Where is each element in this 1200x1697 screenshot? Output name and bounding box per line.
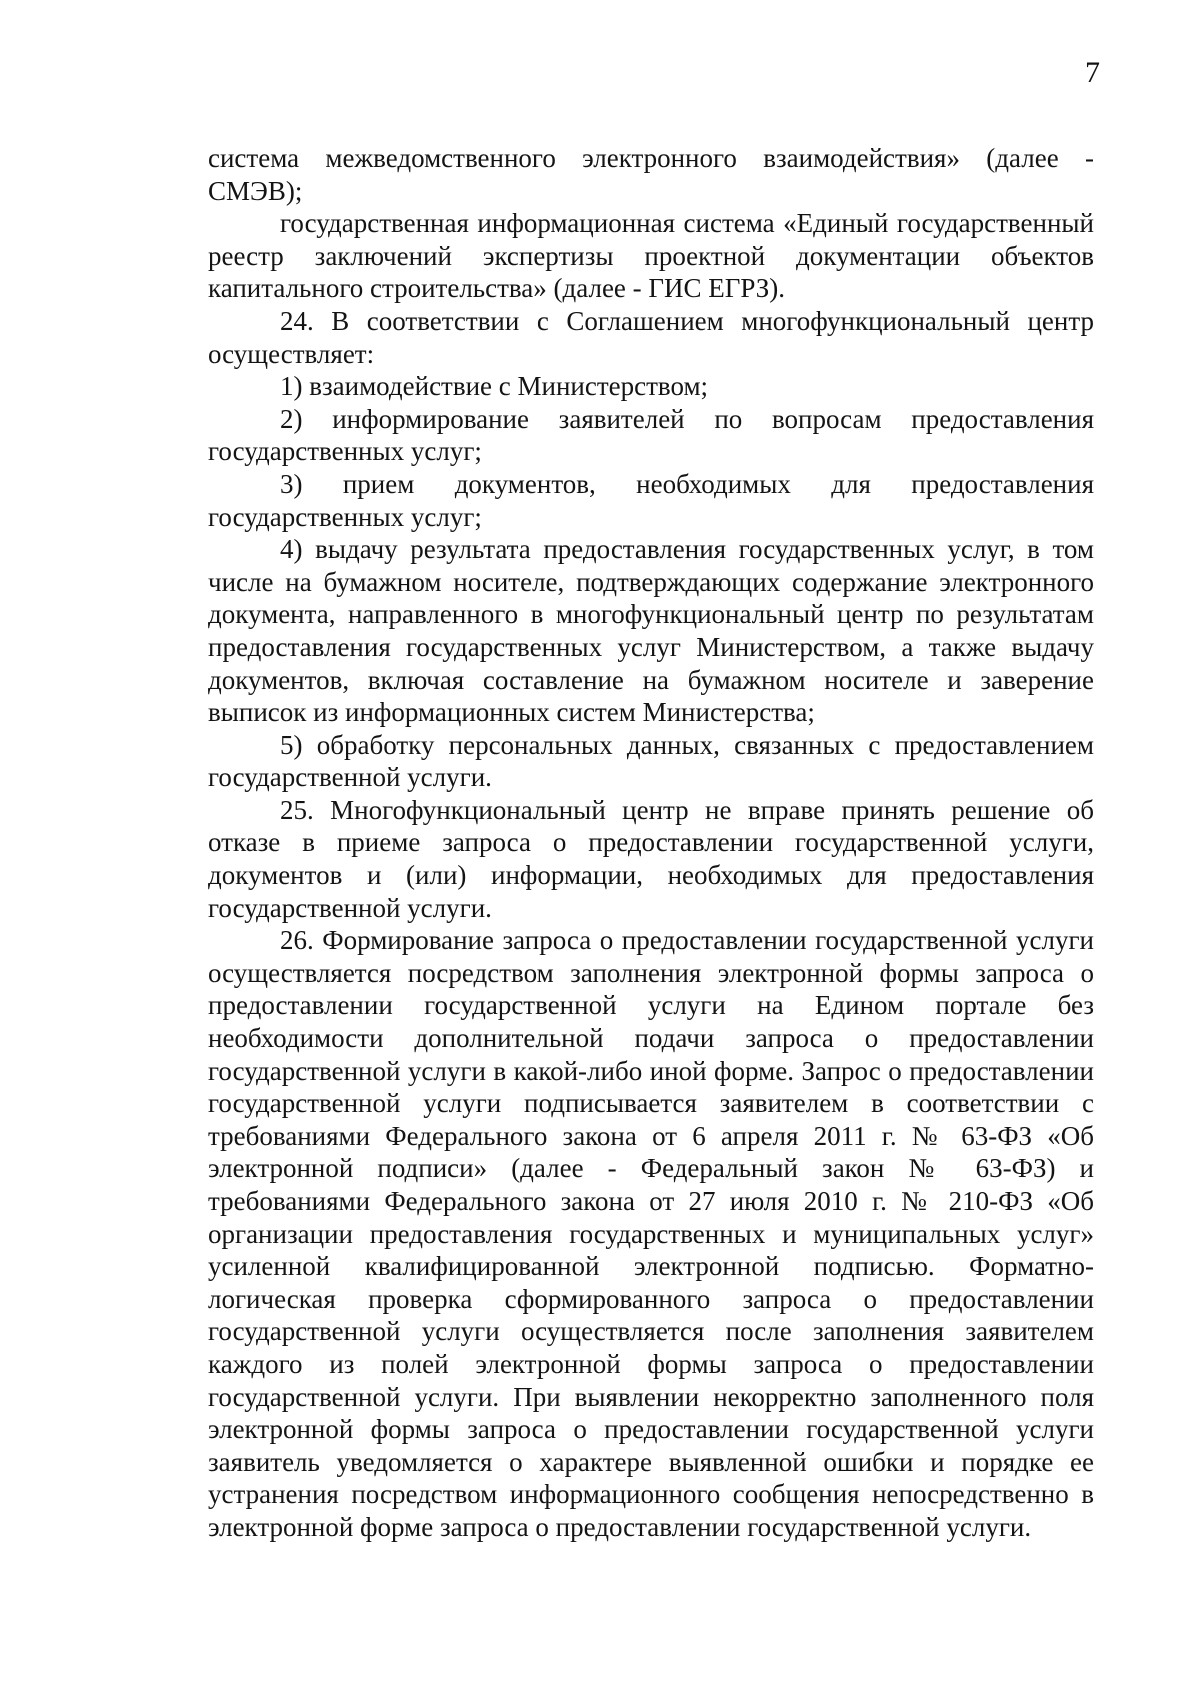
- paragraph-clause-25: 25. Многофункциональный центр не вправе принять решение об отказе в приеме запроса о предоставлении государственной услуги, документов и (или) информации, необходимых для предоставления государственной услуги.: [208, 794, 1094, 923]
- paragraph-clause-24: 24. В соответствии с Соглашением многофункциональный центр осуществляет:: [208, 305, 1094, 369]
- list-item-1: 1) взаимодействие с Министерством;: [280, 371, 709, 402]
- list-item-5: 5) обработку персональных данных, связанных с предоставлением государственной услуги.: [208, 729, 1094, 793]
- list-item-2: 2) информирование заявителей по вопросам предоставления государственных услуг;: [208, 403, 1094, 467]
- paragraph-gis-egrz: государственная информационная система «Единый государственный реестр заключений экспертизы проектной документации объектов капитального строительства» (далее - ГИС ЕГРЗ).: [208, 208, 1094, 304]
- paragraph-clause-26: 26. Формирование запроса о предоставлении государственной услуги осуществляется посредством заполнения электронной формы запроса о предоставлении государственной услуги на Едином портале без необходимости дополнительной подачи запроса о предоставлении государственной услуги в какой-либо иной форме. Запрос о предоставлении государственной услуги подписывается заявителем в соответствии с требованиями Федерального закона от 6 апреля 2011 г. № 63-ФЗ «Об электронной подписи» (далее - Федеральный закон № 63-ФЗ) и требованиями Федерального закона от 27 июля 2010 г. № 210-ФЗ «Об организации предоставления государственных и муниципальных услуг» усиленной квалифицированной электронной подписью. Форматно-логическая проверка сформированного запроса о предоставлении государственной услуги осуществляется после заполнения заявителем каждого из полей электронной формы запроса о предоставлении государственной услуги. При выявлении некорректно заполненного поля электронной формы запроса о предоставлении государственной услуги заявитель уведомляется о характере выявленной ошибки и порядке ее устранения посредством информационного сообщения непосредственно в электронной форме запроса о предоставлении государственной услуги.: [208, 925, 1094, 1542]
- list-item-4: 4) выдачу результата предоставления государственных услуг, в том числе на бумажном носителе, подтверждающих содержание электронного документа, направленного в многофункциональный центр по результатам предоставления государственных услуг Министерством, а также выдачу документов, включая составление на бумажном носителе и заверение выписок из информационных систем Министерства;: [208, 534, 1094, 728]
- list-item-3: 3) прием документов, необходимых для предоставления государственных услуг;: [208, 468, 1094, 532]
- document-body: [208, 142, 1094, 1544]
- page-number: 7: [1085, 56, 1100, 89]
- paragraph-smev: система межведомственного электронного взаимодействия» (далее - СМЭВ);: [208, 143, 1094, 206]
